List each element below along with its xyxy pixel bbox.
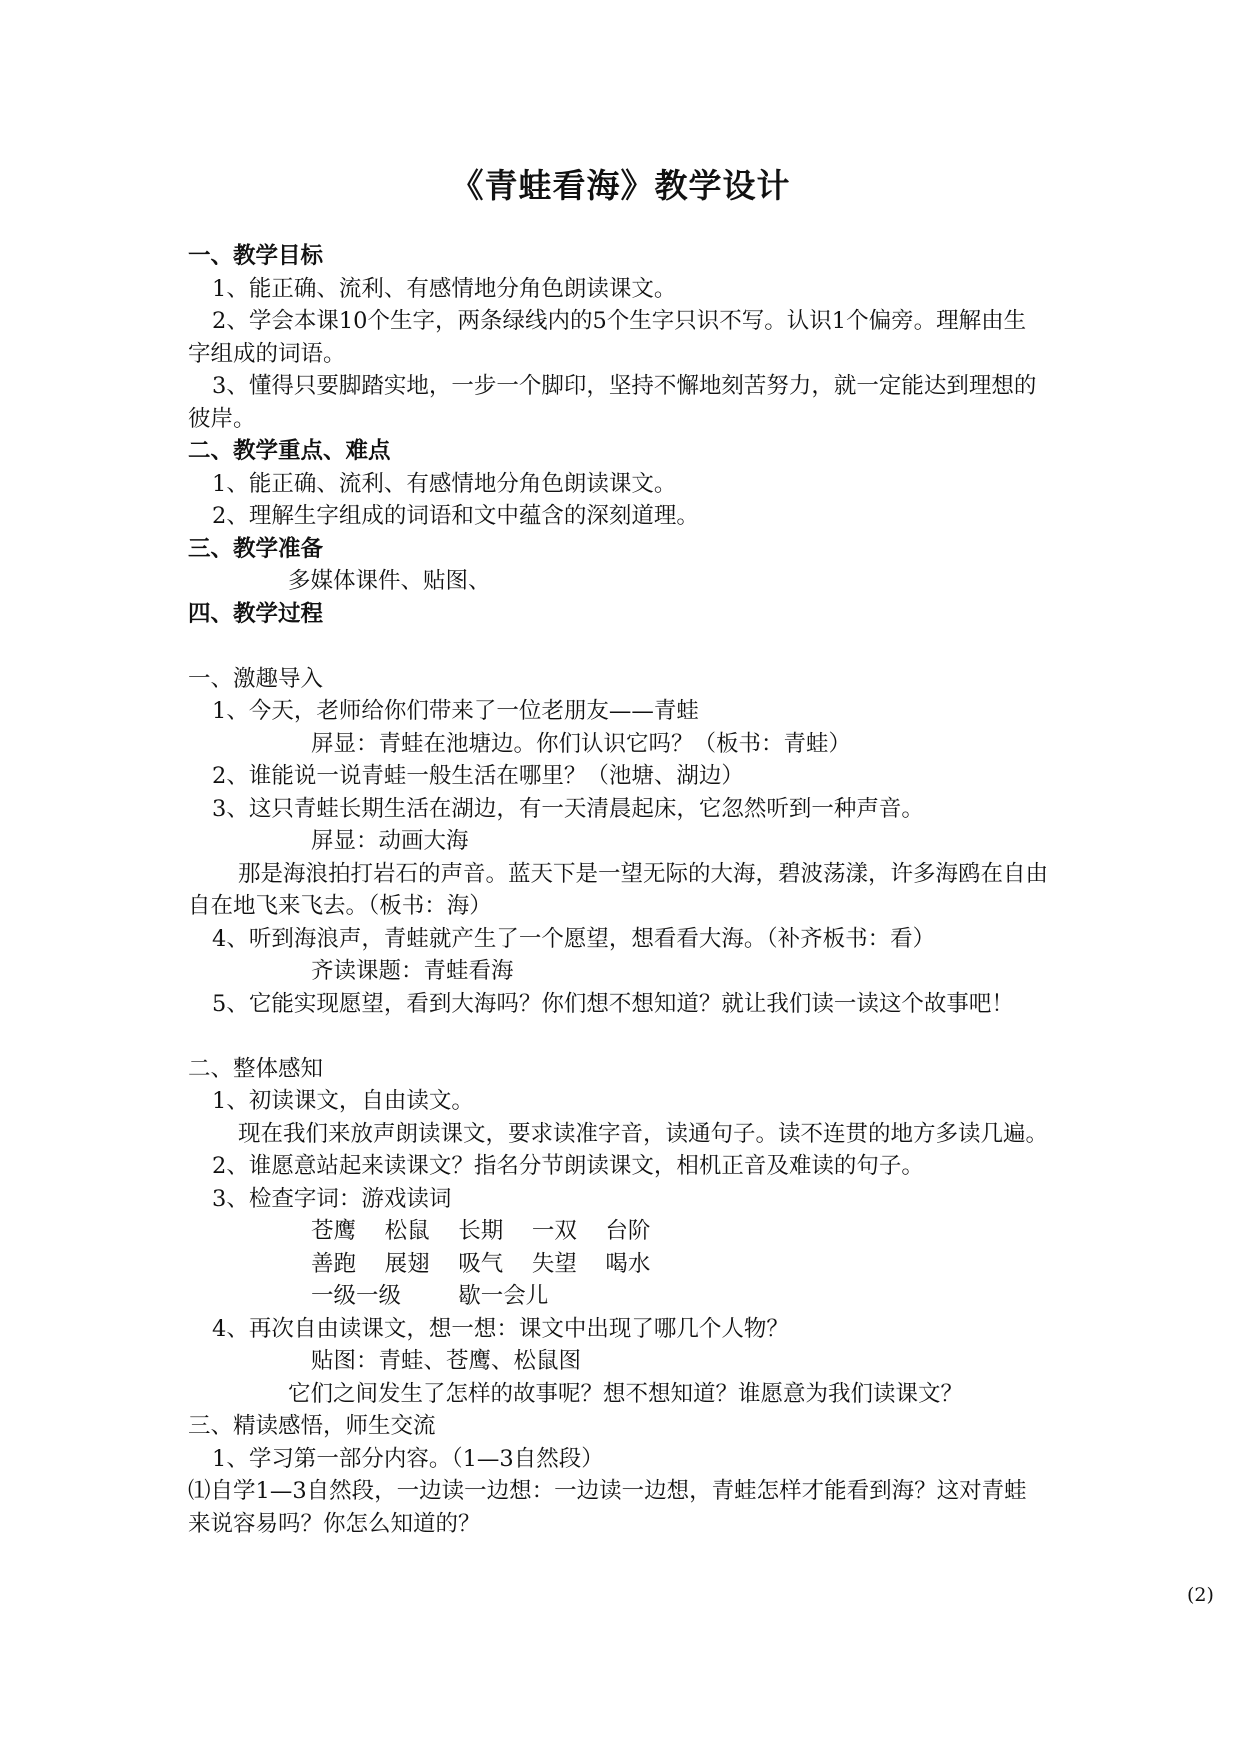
- text-line: 那是海浪拍打岩石的声音。蓝天下是一望无际的大海，碧波荡漾，许多海鸥在自由自在地飞来飞去。（板书：海）: [188, 860, 1049, 919]
- text-line: 屏显：动画大海: [311, 828, 469, 854]
- section-heading: 四、教学过程: [188, 600, 324, 627]
- text-line: 屏显：青蛙在池塘边。你们认识它吗？（板书：青蛙）: [311, 730, 852, 757]
- page-number: (2): [1187, 1584, 1214, 1606]
- text-line: 苍鹰 松鼠 长期 一双 台阶: [311, 1218, 651, 1244]
- text-line: 一、激趣导入: [188, 665, 324, 692]
- text-line: 3、这只青蛙长期生活在湖边，有一天清晨起床，它忽然听到一种声音。: [212, 795, 924, 822]
- section-heading: 三、教学准备: [188, 535, 324, 562]
- text-line: 1、今天，老师给你们带来了一位老朋友——青蛙: [212, 698, 699, 724]
- text-line: 2、理解生字组成的词语和文中蕴含的深刻道理。: [212, 503, 699, 529]
- text-line: 齐读课题：青蛙看海: [311, 958, 514, 984]
- text-line: 多媒体课件、贴图、: [288, 568, 491, 594]
- text-line: 2、谁能说一说青蛙一般生活在哪里？（池塘、湖边）: [212, 763, 744, 789]
- text-line: ⑴自学1—3自然段，一边读一边想：一边读一边想，青蛙怎样才能看到海？这对青蛙来说容易吗？你怎么知道的？: [188, 1478, 1027, 1537]
- text-line: 现在我们来放声朗读课文，要求读准字音，读通句子。读不连贯的地方多读几遍。: [238, 1120, 1049, 1147]
- text-line: 1、能正确、流利、有感情地分角色朗读课文。: [212, 275, 677, 302]
- blank-line: [188, 1020, 1048, 1053]
- text-line: 2、学会本课10个生字，两条绿线内的5个生字只识不写。认识1个偏旁。理解由生字组成的词语。: [188, 308, 1027, 367]
- text-line: 1、能正确、流利、有感情地分角色朗读课文。: [212, 470, 677, 497]
- text-line: 2、谁愿意站起来读课文？指名分节朗读课文，相机正音及难读的句子。: [212, 1153, 924, 1179]
- text-line: 1、学习第一部分内容。（1—3自然段）: [212, 1445, 604, 1472]
- text-line: 贴图：青蛙、苍鹰、松鼠图: [311, 1348, 582, 1374]
- text-line: 4、再次自由读课文，想一想：课文中出现了哪几个人物？: [212, 1315, 789, 1342]
- blank-line: [188, 630, 1048, 663]
- text-line: 二、整体感知: [188, 1055, 324, 1082]
- text-line: 善跑 展翅 吸气 失望 喝水: [311, 1250, 651, 1277]
- text-line: 4、听到海浪声，青蛙就产生了一个愿望，想看看大海。（补齐板书：看）: [212, 925, 936, 952]
- section-heading: 二、教学重点、难点: [188, 438, 391, 464]
- text-line: 5、它能实现愿望，看到大海吗？你们想不想知道？就让我们读一读这个故事吧！: [212, 990, 1014, 1017]
- text-line: 1、初读课文，自由读文。: [212, 1088, 474, 1114]
- section-heading: 一、教学目标: [188, 243, 324, 269]
- document-title: 《青蛙看海》教学设计: [450, 166, 791, 205]
- text-line: 三、精读感悟，师生交流: [188, 1413, 436, 1439]
- text-line: 3、检查字词：游戏读词: [212, 1185, 452, 1212]
- document-body: [188, 240, 1048, 1540]
- text-line: 3、懂得只要脚踏实地，一步一个脚印，坚持不懈地刻苦努力，就一定能达到理想的彼岸。: [188, 373, 1037, 432]
- text-line: 它们之间发生了怎样的故事呢？想不想知道？谁愿意为我们读课文？: [288, 1380, 964, 1407]
- text-line: 一级一级 歇一会儿: [311, 1283, 549, 1309]
